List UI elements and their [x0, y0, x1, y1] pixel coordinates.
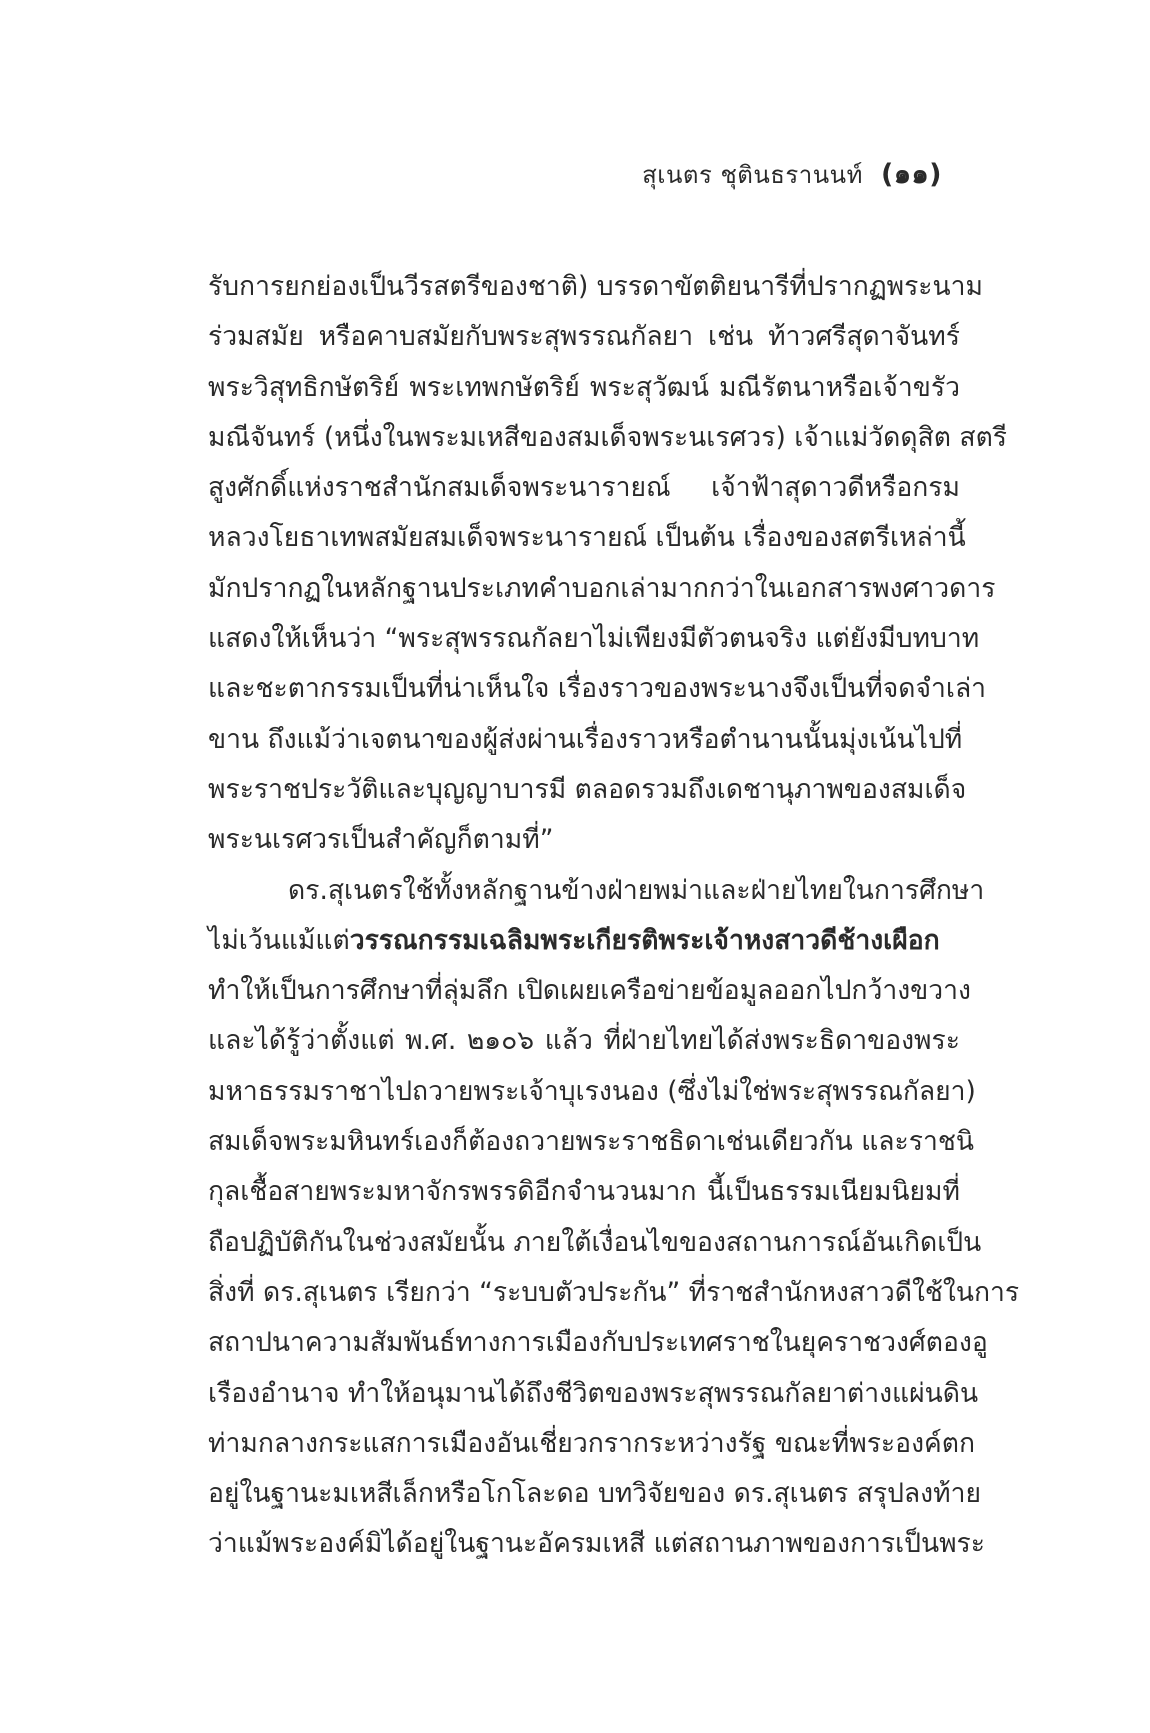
text-line: มณีจันทร์ (หนึ่งในพระมเหสีของสมเด็จพระนเรศวร) เจ้าแม่วัดดุสิต สตรี [208, 421, 1008, 453]
text-line: สถาปนาความสัมพันธ์ทางการเมืองกับประเทศราชในยุคราชวงศ์ตองอู [208, 1327, 988, 1359]
text-line: ว่าแม้พระองค์มิได้อยู่ในฐานะอัครมเหสี แต่สถานภาพของการเป็นพระ [208, 1528, 986, 1560]
text-line: และชะตากรรมเป็นที่น่าเห็นใจ เรื่องราวของพระนางจึงเป็นที่จดจำเล่า [208, 673, 987, 705]
running-header [642, 152, 942, 195]
text-line: อยู่ในฐานะมเหสีเล็กหรือโกโละดอ บทวิจัยของ ดร.สุเนตร สรุปลงท้าย [208, 1478, 981, 1510]
text-line: รับการยกย่องเป็นวีรสตรีของชาติ) บรรดาขัตติยนารีที่ปรากฏพระนาม [208, 271, 984, 302]
text-line: สิ่งที่ ดร.สุเนตร เรียกว่า “ระบบตัวประกัน” ที่ราชสำนักหงสาวดีใช้ในการ [208, 1276, 1020, 1308]
text-line: เรืองอำนาจ ทำให้อนุมานได้ถึงชีวิตของพระสุพรรณกัลยาต่างแผ่นดิน [208, 1377, 979, 1409]
text-line: ขาน ถึงแม้ว่าเจตนาของผู้ส่งผ่านเรื่องราวหรือตำนานนั้นมุ่งเน้นไปที่ [208, 723, 963, 755]
text-fragment: ไม่เว้นแม้แต่ [208, 924, 350, 956]
text-line: พระราชประวัติและบุญญาบารมี ตลอดรวมถึงเดชานุภาพของสมเด็จ [208, 773, 967, 805]
text-line: ร่วมสมัย หรือคาบสมัยกับพระสุพรรณกัลยา เช่น ท้าวศรีสุดาจันทร์ [208, 321, 960, 353]
text-line: มหาธรรมราชาไปถวายพระเจ้าบุเรงนอง (ซึ่งไม่ใช่พระสุพรรณกัลยา) [208, 1075, 976, 1107]
text-line: ทำให้เป็นการศึกษาที่ลุ่มลึก เปิดเผยเครือข่ายข้อมูลออกไปกว้างขวาง [208, 975, 971, 1007]
text-line: พระวิสุทธิกษัตริย์ พระเทพกษัตริย์ พระสุวัฒน์ มณีรัตนาหรือเจ้าขรัว [208, 371, 960, 403]
paragraph-start-line: ดร.สุเนตรใช้ทั้งหลักฐานข้างฝ่ายพม่าและฝ่ายไทยในการศึกษา [288, 874, 985, 906]
text-line: ท่ามกลางกระแสการเมืองอันเชี่ยวกรากระหว่างรัฐ ขณะที่พระองค์ตก [208, 1427, 975, 1459]
text-line: มักปรากฏในหลักฐานประเภทคำบอกเล่ามากกว่าในเอกสารพงศาวดาร [208, 572, 996, 604]
text-line-with-title [208, 916, 960, 966]
text-line: และได้รู้ว่าตั้งแต่ พ.ศ. ๒๑๐๖ แล้ว ที่ฝ่ายไทยได้ส่งพระธิดาของพระ [208, 1025, 960, 1057]
text-line: ถือปฏิบัติกันในช่วงสมัยนั้น ภายใต้เงื่อนไขของสถานการณ์อันเกิดเป็น [208, 1226, 982, 1258]
text-line: กุลเชื้อสายพระมหาจักรพรรดิอีกจำนวนมาก นี้เป็นธรรมเนียมนิยมที่ [208, 1176, 960, 1208]
text-line: หลวงโยธาเทพสมัยสมเด็จพระนารายณ์ เป็นต้น เรื่องของสตรีเหล่านี้ [208, 522, 966, 554]
author-name: สุเนตร ชุตินธรานนท์ [642, 161, 863, 189]
text-line: สูงศักดิ์แห่งราชสำนักสมเด็จพระนารายณ์ เจ้าฟ้าสุดาวดีหรือกรม [208, 472, 960, 504]
text-line: แสดงให้เห็นว่า “พระสุพรรณกัลยาไม่เพียงมีตัวตนจริง แต่ยังมีบทบาท [208, 623, 980, 655]
page-number: (๑๑) [881, 159, 942, 190]
body-text [208, 262, 1020, 1570]
paragraph-end-line: พระนเรศวรเป็นสำคัญก็ตามที่” [208, 824, 554, 856]
bold-title: วรรณกรรมเฉลิมพระเกียรติพระเจ้าหงสาวดีช้างเผือก [349, 924, 940, 956]
text-line: สมเด็จพระมหินทร์เองก็ต้องถวายพระราชธิดาเช่นเดียวกัน และราชนิ [208, 1126, 974, 1158]
